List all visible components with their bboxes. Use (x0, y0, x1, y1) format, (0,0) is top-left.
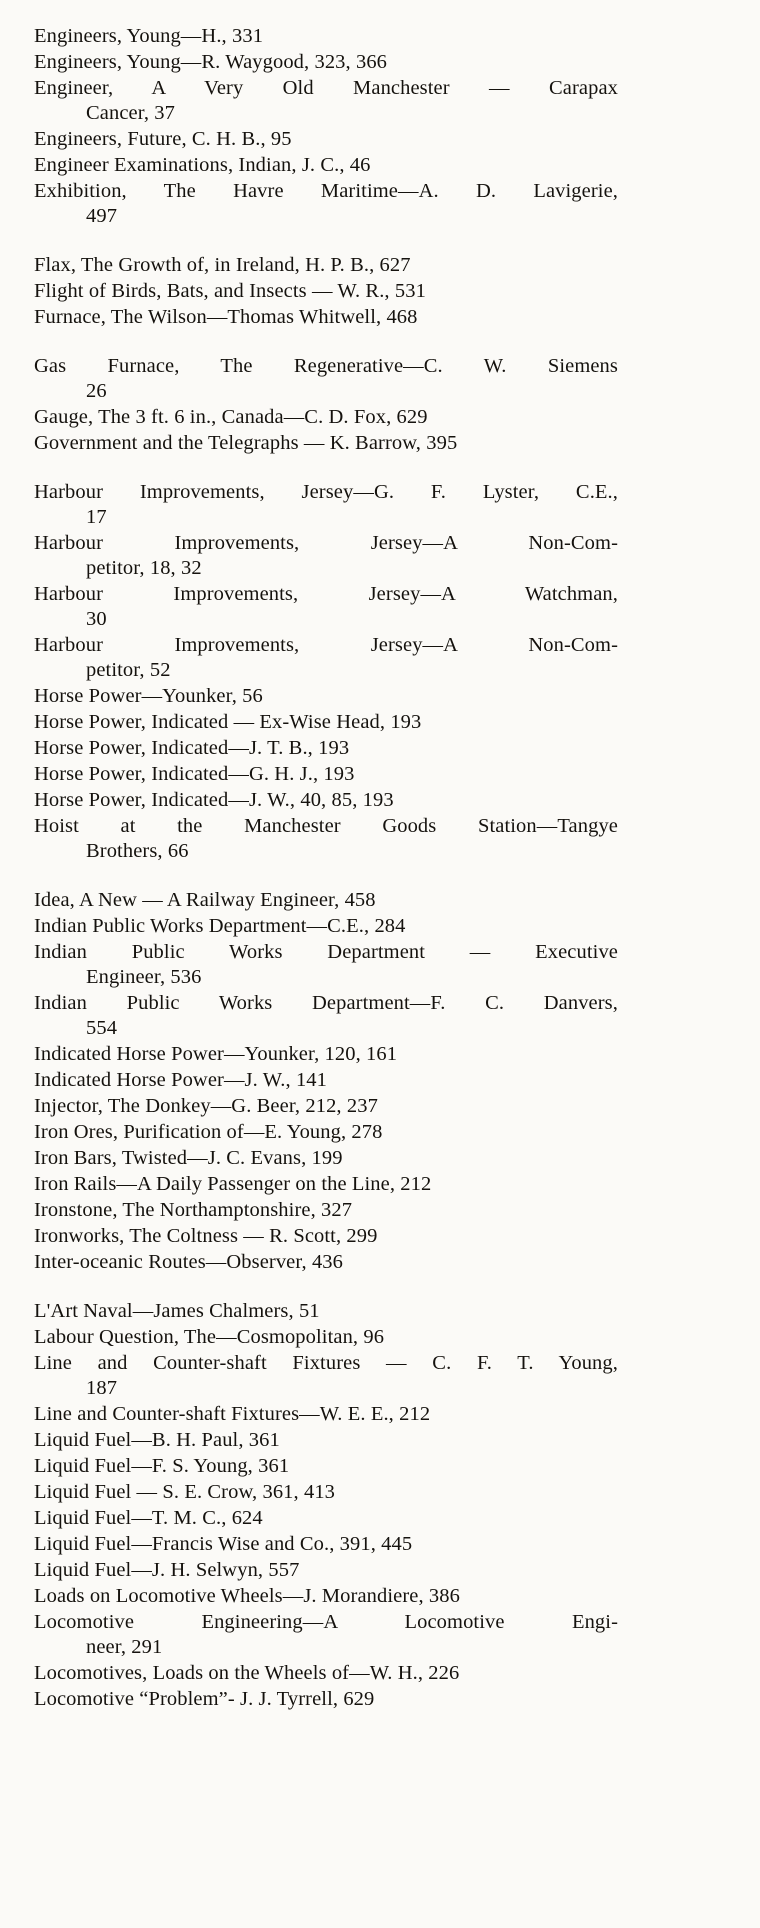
index-entry-line: Liquid Fuel — S. E. Crow, 361, 413 (34, 1481, 336, 1503)
index-entry-continuation: 187 (86, 1377, 118, 1399)
index-group-l (34, 1299, 618, 1712)
index-entry (34, 1299, 618, 1324)
index-entry (34, 1146, 618, 1171)
index-entry-continuation: Brothers, 66 (86, 840, 189, 862)
index-entry (34, 253, 618, 278)
index-entry-line: Ironworks, The Coltness — R. Scott, 299 (34, 1225, 378, 1247)
index-entry-line: L'Art Naval—James Chalmers, 51 (34, 1300, 320, 1322)
index-group-i (34, 888, 618, 1275)
index-entry (34, 814, 618, 864)
index-entry (34, 1532, 618, 1557)
index-entry-line: Government and the Telegraphs — K. Barrow, 395 (34, 432, 458, 454)
index-entry-line: Indicated Horse Power—Younker, 120, 161 (34, 1043, 398, 1065)
index-entry (34, 1325, 618, 1350)
index-entry-line: Iron Rails—A Daily Passenger on the Line, 212 (34, 1173, 432, 1195)
index-entry (34, 1402, 618, 1427)
index-entry (34, 940, 618, 990)
index-entry (34, 431, 618, 456)
index-entry (34, 1250, 618, 1275)
index-entry-line: Liquid Fuel—J. H. Selwyn, 557 (34, 1559, 300, 1581)
index-entry (34, 1584, 618, 1609)
index-entry-continuation: petitor, 18, 32 (86, 557, 202, 579)
index-entry (34, 1506, 618, 1531)
index-entry-line: Flight of Birds, Bats, and Insects — W. R., 531 (34, 280, 426, 302)
index-entry (34, 153, 618, 178)
index-entry-line: Horse Power, Indicated—G. H. J., 193 (34, 763, 355, 785)
index-entry-line: Harbour Improvements, Jersey—A Watchman, (34, 583, 618, 605)
index-entry (34, 762, 618, 787)
index-entry-continuation: Engineer, 536 (86, 966, 202, 988)
index-entry (34, 76, 618, 126)
index-entry-line: Exhibition, The Havre Maritime—A. D. Lavigerie, (34, 180, 618, 202)
index-entry-line: Engineers, Young—H., 331 (34, 25, 264, 47)
index-entry (34, 1661, 618, 1686)
index-entry-line: Indian Public Works Department—C.E., 284 (34, 915, 406, 937)
index-entry-line: Iron Bars, Twisted—J. C. Evans, 199 (34, 1147, 343, 1169)
index-entry-continuation: petitor, 52 (86, 659, 171, 681)
index-entry-line: Locomotive “Problem”- J. J. Tyrrell, 629 (34, 1688, 375, 1710)
index-entry (34, 179, 618, 229)
index-entry-line: Horse Power, Indicated—J. T. B., 193 (34, 737, 350, 759)
index-entry-line: Indicated Horse Power—J. W., 141 (34, 1069, 328, 1091)
index-entry-continuation: 17 (86, 506, 107, 528)
index-entry-line: Harbour Improvements, Jersey—G. F. Lyster, C.E., (34, 481, 618, 503)
index-entry (34, 710, 618, 735)
index-entry (34, 531, 618, 581)
index-entry-continuation: 554 (86, 1017, 118, 1039)
index-entry (34, 127, 618, 152)
index-entry-line: Locomotive Engineering—A Locomotive Engi- (34, 1611, 618, 1633)
index-entry-line: Liquid Fuel—B. H. Paul, 361 (34, 1429, 280, 1451)
index-entry (34, 684, 618, 709)
index-entry-line: Indian Public Works Department—F. C. Danvers, (34, 992, 618, 1014)
index-entry (34, 1172, 618, 1197)
index-entry (34, 1120, 618, 1145)
index-entry-line: Flax, The Growth of, in Ireland, H. P. B., 627 (34, 254, 411, 276)
index-entry-continuation: 26 (86, 380, 107, 402)
index-entry-line: Locomotives, Loads on the Wheels of—W. H., 226 (34, 1662, 460, 1684)
index-entry (34, 991, 618, 1041)
index-entry (34, 582, 618, 632)
index-group-e (34, 24, 618, 229)
index-entry (34, 50, 618, 75)
index-entry-line: Idea, A New — A Railway Engineer, 458 (34, 889, 376, 911)
index-entry-continuation: 30 (86, 608, 107, 630)
index-entry-line: Labour Question, The—Cosmopolitan, 96 (34, 1326, 385, 1348)
index-entry (34, 1610, 618, 1660)
index-entry (34, 1480, 618, 1505)
index-entry-line: Horse Power, Indicated—J. W., 40, 85, 193 (34, 789, 394, 811)
index-entry (34, 1558, 618, 1583)
index-entry-line: Ironstone, The Northamptonshire, 327 (34, 1199, 353, 1221)
index-entry (34, 1224, 618, 1249)
index-entry (34, 24, 618, 49)
index-entry-line: Line and Counter-shaft Fixtures—W. E. E., 212 (34, 1403, 431, 1425)
index-entry (34, 354, 618, 404)
index-entry-line: Indian Public Works Department — Executive (34, 941, 618, 963)
index-entry-line: Liquid Fuel—T. M. C., 624 (34, 1507, 263, 1529)
index-entry (34, 1068, 618, 1093)
index-entry (34, 1428, 618, 1453)
index-entry-continuation: Cancer, 37 (86, 102, 175, 124)
index-entry-line: Gauge, The 3 ft. 6 in., Canada—C. D. Fox, 629 (34, 406, 428, 428)
index-entry (34, 1687, 618, 1712)
index-entry-line: Harbour Improvements, Jersey—A Non-Com- (34, 634, 618, 656)
index-entry-line: Horse Power—Younker, 56 (34, 685, 263, 707)
index-entry (34, 405, 618, 430)
index-entry-line: Engineers, Future, C. H. B., 95 (34, 128, 292, 150)
index-entry-line: Iron Ores, Purification of—E. Young, 278 (34, 1121, 383, 1143)
index-entry-line: Harbour Improvements, Jersey—A Non-Com- (34, 532, 618, 554)
index-entry (34, 1198, 618, 1223)
index-entry (34, 1042, 618, 1067)
index-entry-line: Engineer Examinations, Indian, J. C., 46 (34, 154, 371, 176)
index-entry (34, 1351, 618, 1401)
index-entry-line: Horse Power, Indicated — Ex-Wise Head, 193 (34, 711, 422, 733)
index-entry (34, 736, 618, 761)
index-entry (34, 888, 618, 913)
index-group-g (34, 354, 618, 456)
index-entry (34, 914, 618, 939)
index-group-f (34, 253, 618, 330)
index-entry-line: Loads on Locomotive Wheels—J. Morandiere, 386 (34, 1585, 460, 1607)
index-entry-line: Engineer, A Very Old Manchester — Carapax (34, 77, 618, 99)
index-entry-line: Gas Furnace, The Regenerative—C. W. Siemens (34, 355, 618, 377)
index-entry-continuation: 497 (86, 205, 118, 227)
index-group-h (34, 480, 618, 864)
index-entry-line: Hoist at the Manchester Goods Station—Tangye (34, 815, 618, 837)
index-entry (34, 633, 618, 683)
index-entry-continuation: neer, 291 (86, 1636, 163, 1658)
index-entry (34, 279, 618, 304)
index-column (34, 24, 618, 1713)
index-entry (34, 788, 618, 813)
index-entry-line: Liquid Fuel—F. S. Young, 361 (34, 1455, 290, 1477)
index-entry-line: Engineers, Young—R. Waygood, 323, 366 (34, 51, 388, 73)
index-entry (34, 1094, 618, 1119)
index-entry-line: Inter-oceanic Routes—Observer, 436 (34, 1251, 343, 1273)
index-entry (34, 1454, 618, 1479)
index-entry (34, 305, 618, 330)
index-entry (34, 480, 618, 530)
index-entry-line: Line and Counter-shaft Fixtures — C. F. T. Young, (34, 1352, 618, 1374)
index-entry-line: Injector, The Donkey—G. Beer, 212, 237 (34, 1095, 378, 1117)
index-entry-line: Furnace, The Wilson—Thomas Whitwell, 468 (34, 306, 418, 328)
index-entry-line: Liquid Fuel—Francis Wise and Co., 391, 445 (34, 1533, 413, 1555)
